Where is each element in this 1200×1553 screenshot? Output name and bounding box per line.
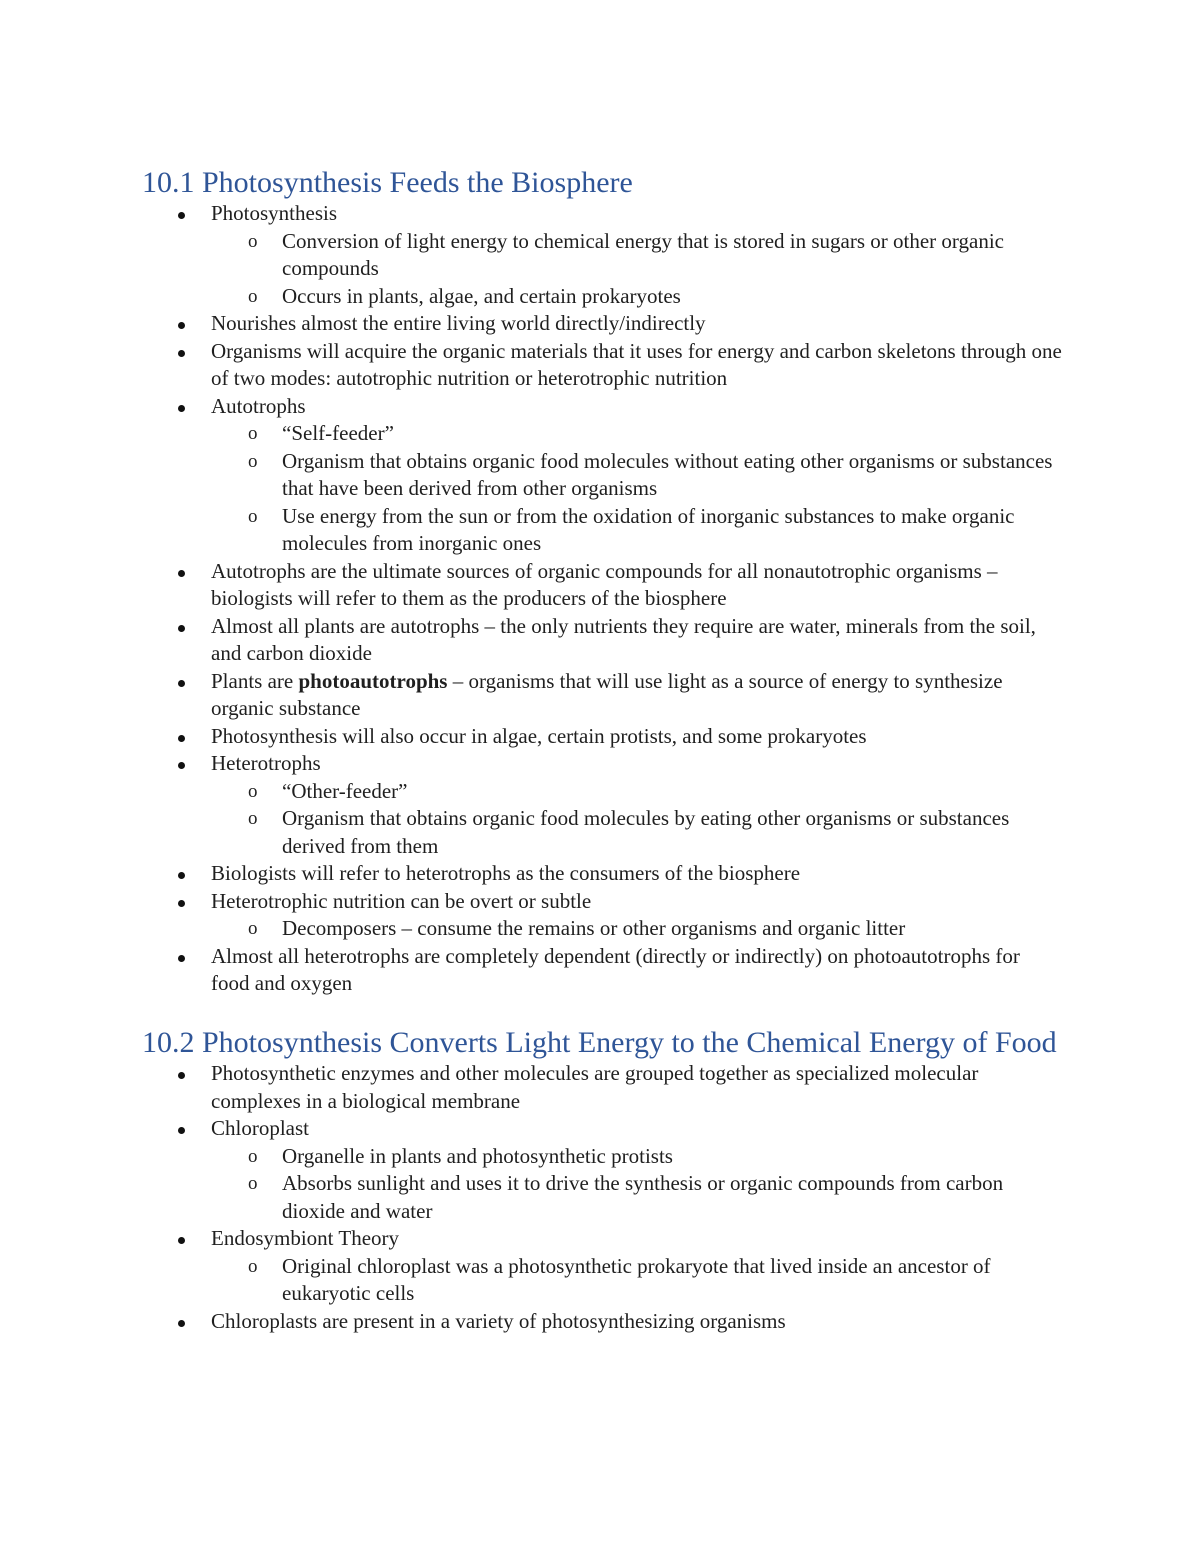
circle-bullet-icon: o — [248, 780, 258, 802]
sub-list-item: o Absorbs sunlight and uses it to drive the synthesis or organic compounds from carbon dioxide and water — [248, 1171, 1004, 1223]
list-item: Heterotrophs — [142, 750, 1062, 778]
list-item: Almost all heterotrophs are completely dependent (directly or indirectly) on photoautotrophs for food and oxygen — [142, 943, 1062, 998]
sub-list-item: o “Self-feeder” — [142, 420, 1062, 448]
list-item: Autotrophs — [142, 393, 1062, 421]
bullet-icon — [178, 900, 185, 907]
list-item: Almost all plants are autotrophs – the only nutrients they require are water, minerals from the soil, and carbon dioxide — [142, 613, 1062, 668]
bullet-icon — [178, 322, 185, 329]
bold-term: photoautotrophs — [298, 668, 448, 693]
bullet-icon — [178, 1237, 185, 1244]
circle-bullet-icon: o — [248, 285, 258, 307]
list-item: Endosymbiont Theory — [142, 1225, 1062, 1253]
bullet-icon — [178, 1320, 185, 1327]
circle-bullet-icon: o — [248, 423, 258, 444]
list-item: Heterotrophic nutrition can be overt or subtle — [142, 888, 1062, 916]
circle-bullet-icon: o — [248, 505, 258, 527]
bullet-icon — [178, 405, 185, 412]
bullet-icon — [178, 1127, 185, 1134]
list-item: Plants are photoautotrophs – organisms that will use light as a source of energy to synthesize organic substance — [142, 668, 1062, 723]
list-item: Photosynthetic enzymes and other molecules are grouped together as specialized molecular complexes in a biological membrane — [142, 1060, 1062, 1115]
list-item: Autotrophs are the ultimate sources of organic compounds for all nonautotrophic organisms – biologists will refer to them as the producers of the biosphere — [142, 558, 1062, 613]
list-item: Organisms will acquire the organic materials that it uses for energy and carbon skeletons through one of two modes: autotrophic nutrition or heterotrophic nutrition — [142, 338, 1062, 393]
list-item: Nourishes almost the entire living world directly/indirectly — [142, 310, 1062, 338]
bullet-icon — [178, 872, 185, 879]
sub-list-item: o Organelle in plants and photosynthetic protists — [142, 1143, 1062, 1171]
circle-bullet-icon: o — [248, 1145, 258, 1167]
bullet-icon — [178, 212, 185, 219]
bullet-list — [142, 1060, 1062, 1335]
circle-bullet-icon: o — [248, 450, 258, 472]
sub-list-item: o Original chloroplast was a photosynthetic prokaryote that lived inside an ancestor of eukaryotic cells — [248, 1253, 991, 1305]
bullet-icon — [178, 570, 185, 577]
list-item: Chloroplast — [142, 1115, 1062, 1143]
sub-list-item: o Organism that obtains organic food molecules without eating other organisms or substances that have been derived from other organisms — [248, 448, 1053, 500]
bullet-icon — [178, 955, 185, 962]
section-heading: 10.2 Photosynthesis Converts Light Energy to the Chemical Energy of Food — [142, 1026, 1057, 1059]
bullet-icon — [178, 625, 185, 632]
bullet-icon — [178, 735, 185, 742]
sub-list-item: o “Other-feeder” — [142, 778, 1062, 806]
section-10-2 — [142, 1026, 1062, 1335]
section-heading: 10.1 Photosynthesis Feeds the Biosphere — [142, 166, 633, 199]
sub-list-item: o Conversion of light energy to chemical energy that is stored in sugars or other organic compounds — [248, 228, 1004, 280]
bullet-icon — [178, 680, 185, 687]
sub-list-item: o Decomposers – consume the remains or other organisms and organic litter — [142, 915, 1062, 943]
list-item: Photosynthesis — [142, 200, 1062, 228]
section-10-1 — [142, 166, 1062, 998]
circle-bullet-icon: o — [248, 808, 258, 829]
list-item: Chloroplasts are present in a variety of photosynthesizing organisms — [142, 1308, 1062, 1336]
sub-list-item: o Organism that obtains organic food molecules by eating other organisms or substances derived from them — [248, 806, 1010, 858]
circle-bullet-icon: o — [248, 1173, 258, 1194]
list-item: Biologists will refer to heterotrophs as the consumers of the biosphere — [142, 860, 1062, 888]
circle-bullet-icon: o — [248, 918, 258, 939]
bullet-icon — [178, 1072, 185, 1079]
bullet-icon — [178, 762, 185, 769]
bullet-icon — [178, 350, 185, 357]
bullet-list — [142, 200, 1062, 998]
circle-bullet-icon: o — [248, 1255, 258, 1277]
circle-bullet-icon: o — [248, 230, 258, 252]
sub-list-item: o Use energy from the sun or from the oxidation of inorganic substances to make organic molecules from inorganic ones — [248, 503, 1015, 555]
sub-list-item: o Occurs in plants, algae, and certain prokaryotes — [142, 283, 1062, 311]
list-item: Photosynthesis will also occur in algae, certain protists, and some prokaryotes — [142, 723, 1062, 751]
